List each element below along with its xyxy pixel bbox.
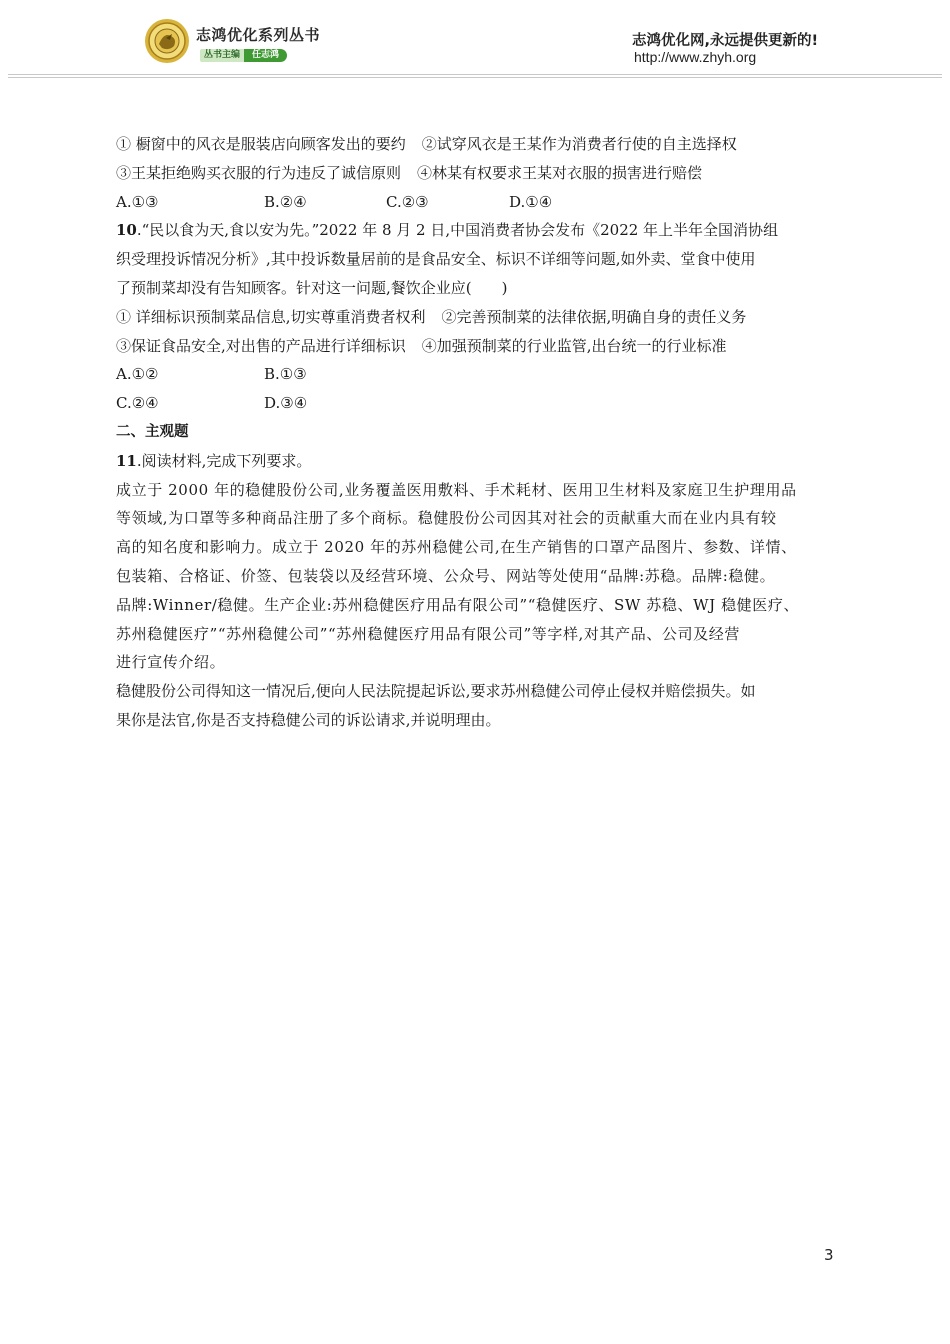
editor-badge	[200, 48, 287, 62]
q10-option-c: C.②④	[116, 394, 159, 413]
q10-stem-line-3: 了预制菜却没有告知顾客。针对这一问题,餐饮企业应( )	[116, 278, 508, 297]
q9-statement: ① 橱窗中的风衣是服装店向顾客发出的要约	[116, 135, 406, 153]
q10-option-a: A.①②	[116, 365, 159, 384]
q9-option-b: B.②④	[264, 192, 307, 211]
q11-material-line: 包装箱、合格证、价签、包装袋以及经营环境、公众号、网站等处使用“品牌:苏稳。品牌:稳健。	[116, 566, 776, 585]
q9-statement: ②试穿风衣是王某作为消费者行使的自主选择权	[421, 135, 737, 153]
site-slogan: 志鸿优化网,永远提供更新的!	[632, 33, 819, 49]
q9-statement: ③王某拒绝购买衣服的行为违反了诚信原则	[116, 163, 402, 182]
q11-material-line: 高的知名度和影响力。成立于 2020 年的苏州稳健公司,在生产销售的口罩产品图片、参数、详情、	[116, 538, 797, 557]
q10-number: 10	[116, 221, 137, 240]
header-divider-secondary	[8, 77, 942, 78]
section-title: 二、主观题	[116, 423, 189, 440]
q11-stem-line	[116, 447, 832, 476]
q10-statement: ③保证食品安全,对出售的产品进行详细标识	[116, 336, 406, 355]
q9-statements-row-2	[116, 159, 832, 188]
q10-options-row-1	[116, 360, 832, 389]
q9-options	[116, 188, 832, 217]
q11-material-line: 成立于 2000 年的稳健股份公司,业务覆盖医用敷料、手术耗材、医用卫生材料及家庭卫生护理用品	[116, 480, 797, 499]
q11-material-line: 等领域,为口罩等多种商品注册了多个商标。稳健股份公司因其对社会的贡献重大而在业内具有较	[116, 509, 777, 528]
site-url: http://www.zhyh.org	[634, 49, 757, 65]
header-divider	[8, 74, 942, 75]
q10-statements-row-2	[116, 332, 832, 361]
q9-option-d: D.①④	[509, 192, 553, 211]
page-header	[0, 0, 950, 80]
q11-number: 11	[116, 451, 137, 470]
page-number: 3	[824, 1246, 834, 1264]
q11-material-line: 苏州稳健医疗”“苏州稳健公司”“苏州稳健医疗用品有限公司”等字样,对其产品、公司及经营	[116, 624, 740, 643]
q10-statements-row-1	[116, 303, 832, 332]
series-title: 志鸿优化系列丛书	[196, 26, 321, 44]
q10-statement: ① 详细标识预制菜品信息,切实尊重消费者权利	[116, 307, 426, 326]
q9-statements-row-1	[116, 130, 832, 159]
q10-option-b: B.①③	[264, 365, 307, 384]
editor-label: 丛书主编	[200, 49, 244, 62]
q10-stem-line-2: 织受理投诉情况分析》,其中投诉数量居前的是食品安全、标识不详细等问题,如外卖、堂食中使用	[116, 250, 756, 269]
q11-question-line: 稳健股份公司得知这一情况后,便向人民法院提起诉讼,要求苏州稳健公司停止侵权并赔偿损失。如	[116, 682, 756, 701]
q9-option-a: A.①③	[116, 192, 159, 211]
document-body	[116, 130, 832, 735]
q11-question-line: 果你是法官,你是否支持稳健公司的诉讼请求,并说明理由。	[116, 710, 501, 729]
q9-option-c: C.②③	[386, 192, 429, 211]
q10-option-d: D.③④	[264, 394, 308, 413]
q11-material-line: 品牌:Winner/稳健。生产企业:苏州稳健医疗用品有限公司”“稳健医疗、SW 苏稳、WJ 稳健医疗、	[116, 595, 800, 614]
q10-options-row-2	[116, 389, 832, 418]
q11-stem: .阅读材料,完成下列要求。	[136, 451, 312, 470]
publisher-logo-icon	[144, 18, 190, 64]
q10-stem: .“民以食为天,食以安为先。”2022 年 8 月 2 日,中国消费者协会发布《2022 年上半年全国消协组	[136, 221, 779, 240]
q11-material-line: 进行宣传介绍。	[116, 653, 226, 672]
q10-statement: ②完善预制菜的法律依据,明确自身的责任义务	[441, 307, 747, 326]
q9-statement: ④林某有权要求王某对衣服的损害进行赔偿	[417, 163, 703, 182]
editor-name: 任志鸿	[244, 49, 287, 62]
q10-statement: ④加强预制菜的行业监管,出台统一的行业标准	[421, 336, 727, 355]
q10-stem-line-1	[116, 216, 832, 245]
